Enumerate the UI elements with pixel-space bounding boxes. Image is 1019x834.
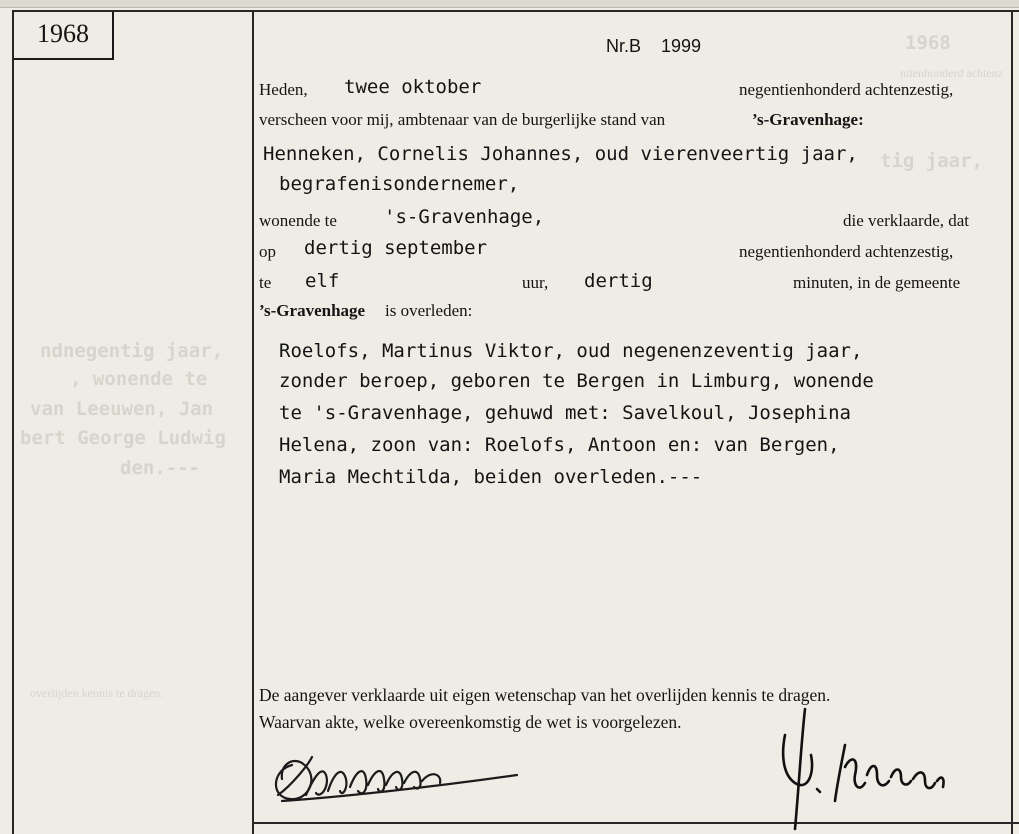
heden-label: Heden, (259, 80, 308, 99)
op-label: op (259, 242, 276, 261)
verscheen-text: verscheen voor mij, ambtenaar van de burgerlijke stand van (259, 110, 666, 129)
record-number-label: Nr.B (606, 36, 642, 56)
overleden-city: ’s-Gravenhage (259, 301, 366, 320)
hour-value: elf (305, 270, 340, 292)
page-top-edge (0, 0, 1019, 8)
heden-year: negentienhonderd achtenzestig, (739, 80, 954, 99)
minutes-value: dertig (584, 270, 653, 292)
wonende-value: 's-Gravenhage, (384, 206, 545, 228)
city-name-bold: ’s-Gravenhage: (752, 110, 864, 129)
deceased-line-1: Roelofs, Martinus Viktor, oud negenenzeventig jaar, (279, 340, 863, 362)
deceased-line-3: te 's-Gravenhage, gehuwd met: Savelkoul, Josephina (279, 402, 851, 424)
right-rule (1011, 10, 1013, 834)
uur-label: uur, (522, 273, 549, 292)
minuten-label: minuten, in de gemeente (793, 273, 961, 292)
declarant-line-1: Henneken, Cornelis Johannes, oud vierenveertig jaar, (263, 143, 858, 165)
closing-line-1: De aangever verklaarde uit eigen wetenschap van het overlijden kennis te dragen. (259, 685, 831, 705)
signature-official (755, 705, 955, 834)
wonende-label: wonende te (259, 211, 337, 230)
year-box: 1968 (14, 12, 114, 60)
closing-line-2: Waarvan akte, welke overeenkomstig de wet is voorgelezen. (259, 712, 682, 732)
heden-value: twee oktober (344, 76, 482, 98)
overleden-label: is overleden: (385, 301, 473, 320)
declarant-line-2: begrafenisondernemer, (279, 173, 520, 195)
column-divider (252, 10, 254, 834)
left-margin-rule (12, 10, 14, 834)
signature-declarant (262, 735, 542, 815)
document-page: 1968 ntienhonderd achtenz tig jaar, ndnegentig jaar, , wonende te van Leeuwen, Jan bert George Ludwig den.--- overlijden kennis te dragen. 1968 Nr.B 1999 Heden, twee oktober negentienhonderd achtenzestig, verscheen voor mij, ambtenaar van de burgerlijke stand van ’s-Gravenhage: Henneken, Cornelis Johannes, oud vierenveertig jaar, begrafenisondernemer, wonende te 's-Gravenhage, die verklaarde, dat op dertig september negentienhonderd achtenzestig, te elf uur, dertig minuten, in de gemeente ’s-Gravenhage is overleden: Roelofs, Martinus Viktor, oud negenenzeventig jaar, zonder beroep, geboren te Bergen in Limburg, wonende te 's-Gravenhage, gehuwd met: Savelkoul, Josephina Helena, zoon van: Roelofs, Antoon en: van Bergen, Maria Mechtilda, beiden overleden.--- De aangever verklaarde uit eigen wetenschap van het overlijden kennis te dragen. Waarvan akte, welke overeenkomstig de wet is voorgelezen. (0, 0, 1019, 834)
deceased-line-2: zonder beroep, geboren te Bergen in Limburg, wonende (279, 370, 874, 392)
deceased-line-4: Helena, zoon van: Roelofs, Antoon en: van Bergen, (279, 434, 840, 456)
te-label: te (259, 273, 272, 292)
verklaarde-text: die verklaarde, dat (843, 211, 970, 230)
op-value: dertig september (304, 237, 488, 259)
top-rule (12, 10, 1019, 12)
op-year: negentienhonderd achtenzestig, (739, 242, 954, 261)
record-number: 1999 (661, 36, 702, 56)
deceased-line-5: Maria Mechtilda, beiden overleden.--- (279, 466, 703, 488)
